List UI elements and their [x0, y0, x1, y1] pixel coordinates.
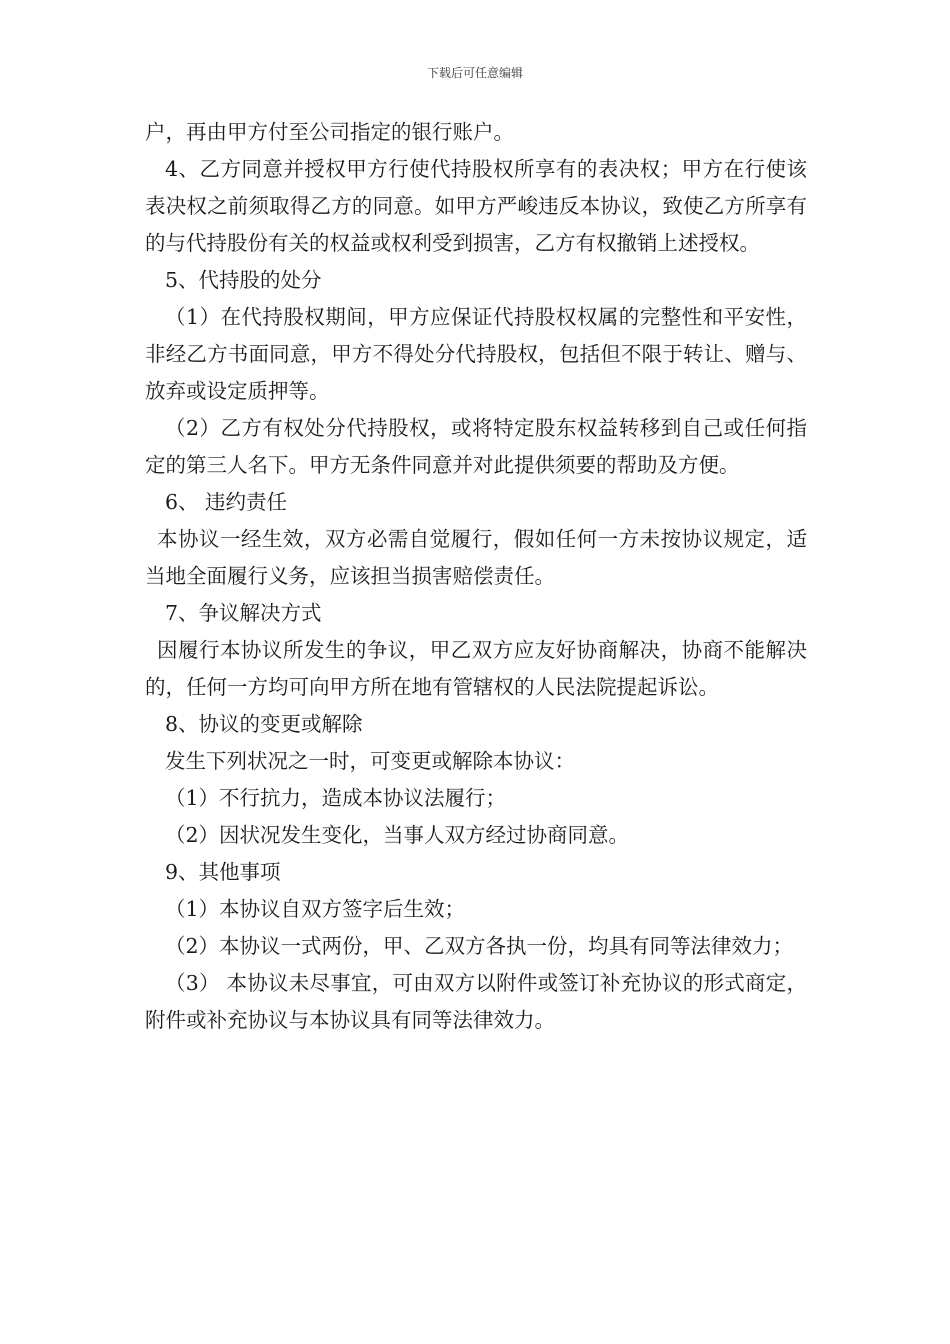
paragraph: 因履行本协议所发生的争议，甲乙双方应友好协商解决，协商不能解决的，任何一方均可向甲方所在地有管辖权的人民法院提起诉讼。 — [145, 638, 807, 699]
list-item: （2）因状况发生变化，当事人双方经过协商同意。 — [165, 823, 630, 847]
section-heading: 5、代持股的处分 — [165, 268, 322, 292]
page-header: 下载后可任意编辑 — [426, 66, 523, 80]
list-item: （1）本协议自双方签字后生效； — [165, 897, 466, 921]
section-heading: 8、协议的变更或解除 — [165, 712, 363, 736]
list-item: （1）不行抗力，造成本协议法履行； — [165, 786, 507, 810]
document-body — [145, 114, 807, 1039]
paragraph: 发生下列状况之一时，可变更或解除本协议： — [165, 749, 575, 773]
list-item: （2）本协议一式两份，甲、乙双方各执一份，均具有同等法律效力； — [165, 934, 794, 958]
paragraph: 4、乙方同意并授权甲方行使代持股权所享有的表决权；甲方在行使该表决权之前须取得乙方的同意。如甲方严峻违反本协议，致使乙方所享有的与代持股份有关的权益或权利受到损害，乙方有权撤销上述授权。 — [145, 157, 807, 255]
section-heading: 6、 违约责任 — [165, 490, 288, 514]
paragraph: 本协议一经生效，双方必需自觉履行，假如任何一方未按协议规定，适当地全面履行义务，应该担当损害赔偿责任。 — [145, 527, 807, 588]
section-heading: 9、其他事项 — [165, 860, 281, 884]
paragraph: （2）乙方有权处分代持股权，或将特定股东权益转移到自己或任何指定的第三人名下。甲方无条件同意并对此提供须要的帮助及方便。 — [145, 416, 807, 477]
section-heading: 7、争议解决方式 — [165, 601, 322, 625]
paragraph: （1）在代持股权期间，甲方应保证代持股权权属的完整性和平安性，非经乙方书面同意，甲方不得处分代持股权，包括但不限于转让、赠与、放弃或设定质押等。 — [145, 305, 807, 403]
list-item: （3） 本协议未尽事宜，可由双方以附件或签订补充协议的形式商定，附件或补充协议与本协议具有同等法律效力。 — [145, 971, 807, 1032]
paragraph: 户，再由甲方付至公司指定的银行账户。 — [145, 120, 514, 144]
